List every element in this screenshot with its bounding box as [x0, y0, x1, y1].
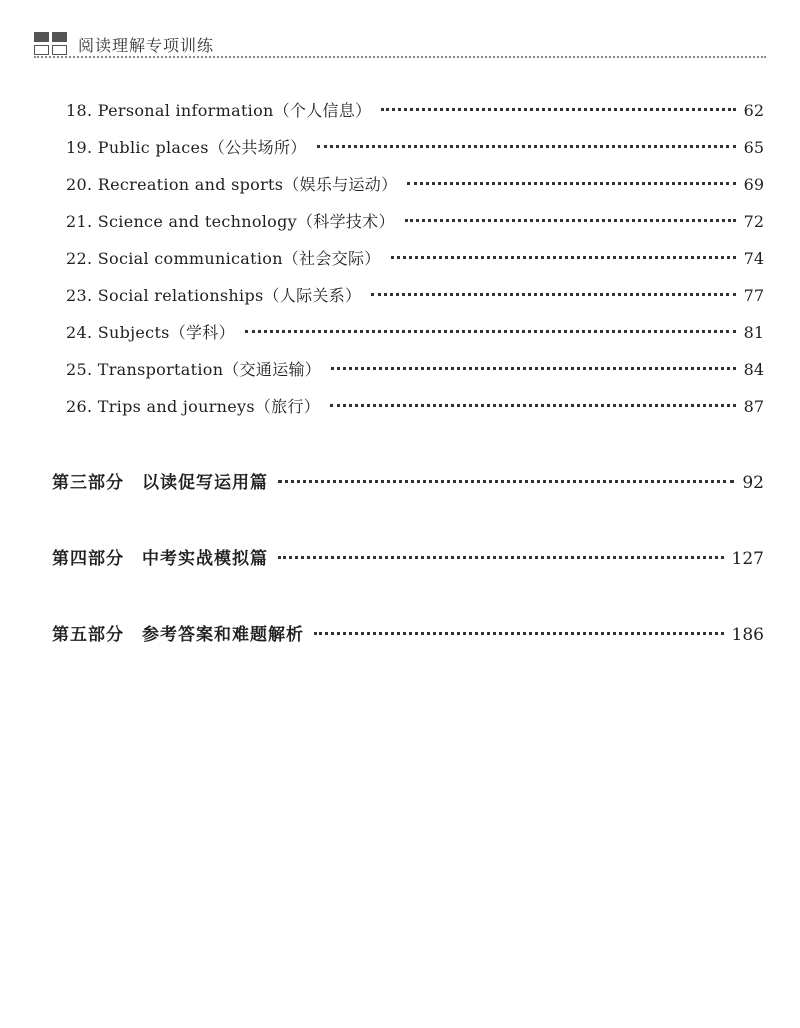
toc-page-number: 186 [731, 625, 764, 645]
toc-part-3[interactable] [52, 468, 764, 496]
toc-page-number: 84 [743, 360, 764, 379]
toc-page-number: 72 [743, 212, 764, 231]
toc-entry-21[interactable] [66, 209, 764, 233]
header-divider [34, 56, 766, 58]
dot-leader [331, 367, 736, 370]
dot-leader [407, 182, 735, 185]
toc-entry-18[interactable] [66, 98, 764, 122]
dot-leader [391, 256, 736, 259]
toc-page-number: 65 [743, 138, 764, 157]
toc-entry-label: 24. Subjects（学科） [66, 323, 235, 342]
toc-part-4[interactable] [52, 544, 764, 572]
header-title: 阅读理解专项训练 [78, 35, 215, 55]
dot-leader [317, 145, 736, 148]
toc-entry-26[interactable] [66, 394, 764, 418]
toc-page-number: 127 [731, 549, 764, 569]
toc-part-5[interactable] [52, 620, 764, 648]
toc-entry-label: 19. Public places（公共场所） [66, 138, 307, 157]
toc-part-label: 第五部分 参考答案和难题解析 [52, 625, 304, 645]
toc-entry-label: 25. Transportation（交通运输） [66, 360, 322, 379]
toc-entry-label: 20. Recreation and sports（娱乐与运动） [66, 175, 398, 194]
toc-entry-22[interactable] [66, 246, 764, 270]
toc-entry-label: 22. Social communication（社会交际） [66, 249, 381, 268]
toc-part-label: 第三部分 以读促写运用篇 [52, 473, 268, 493]
toc-entry-20[interactable] [66, 172, 764, 196]
toc-page-number: 74 [743, 249, 764, 268]
dot-leader [278, 480, 734, 483]
dot-leader [314, 632, 724, 635]
toc-entry-23[interactable] [66, 283, 764, 307]
toc-page-number: 62 [743, 101, 764, 120]
toc-entry-24[interactable] [66, 320, 764, 344]
toc-page-number: 87 [743, 397, 764, 416]
toc-page-number: 92 [742, 473, 764, 493]
toc-entry-label: 18. Personal information（个人信息） [66, 101, 372, 120]
dot-leader [330, 404, 736, 407]
series-logo-icon [34, 32, 68, 56]
toc-entry-label: 21. Science and technology（科学技术） [66, 212, 395, 231]
toc-entry-label: 23. Social relationships（人际关系） [66, 286, 362, 305]
dot-leader [245, 330, 736, 333]
dot-leader [371, 293, 735, 296]
page-header [34, 32, 214, 56]
toc-entry-25[interactable] [66, 357, 764, 381]
dot-leader [405, 219, 736, 222]
dot-leader [278, 556, 724, 559]
toc-page-number: 77 [743, 286, 764, 305]
toc-part-label: 第四部分 中考实战模拟篇 [52, 549, 268, 569]
toc-entry-19[interactable] [66, 135, 764, 159]
toc-page-number: 69 [743, 175, 764, 194]
dot-leader [381, 108, 735, 111]
toc-entry-label: 26. Trips and journeys（旅行） [66, 397, 321, 416]
toc-page-number: 81 [743, 323, 764, 342]
